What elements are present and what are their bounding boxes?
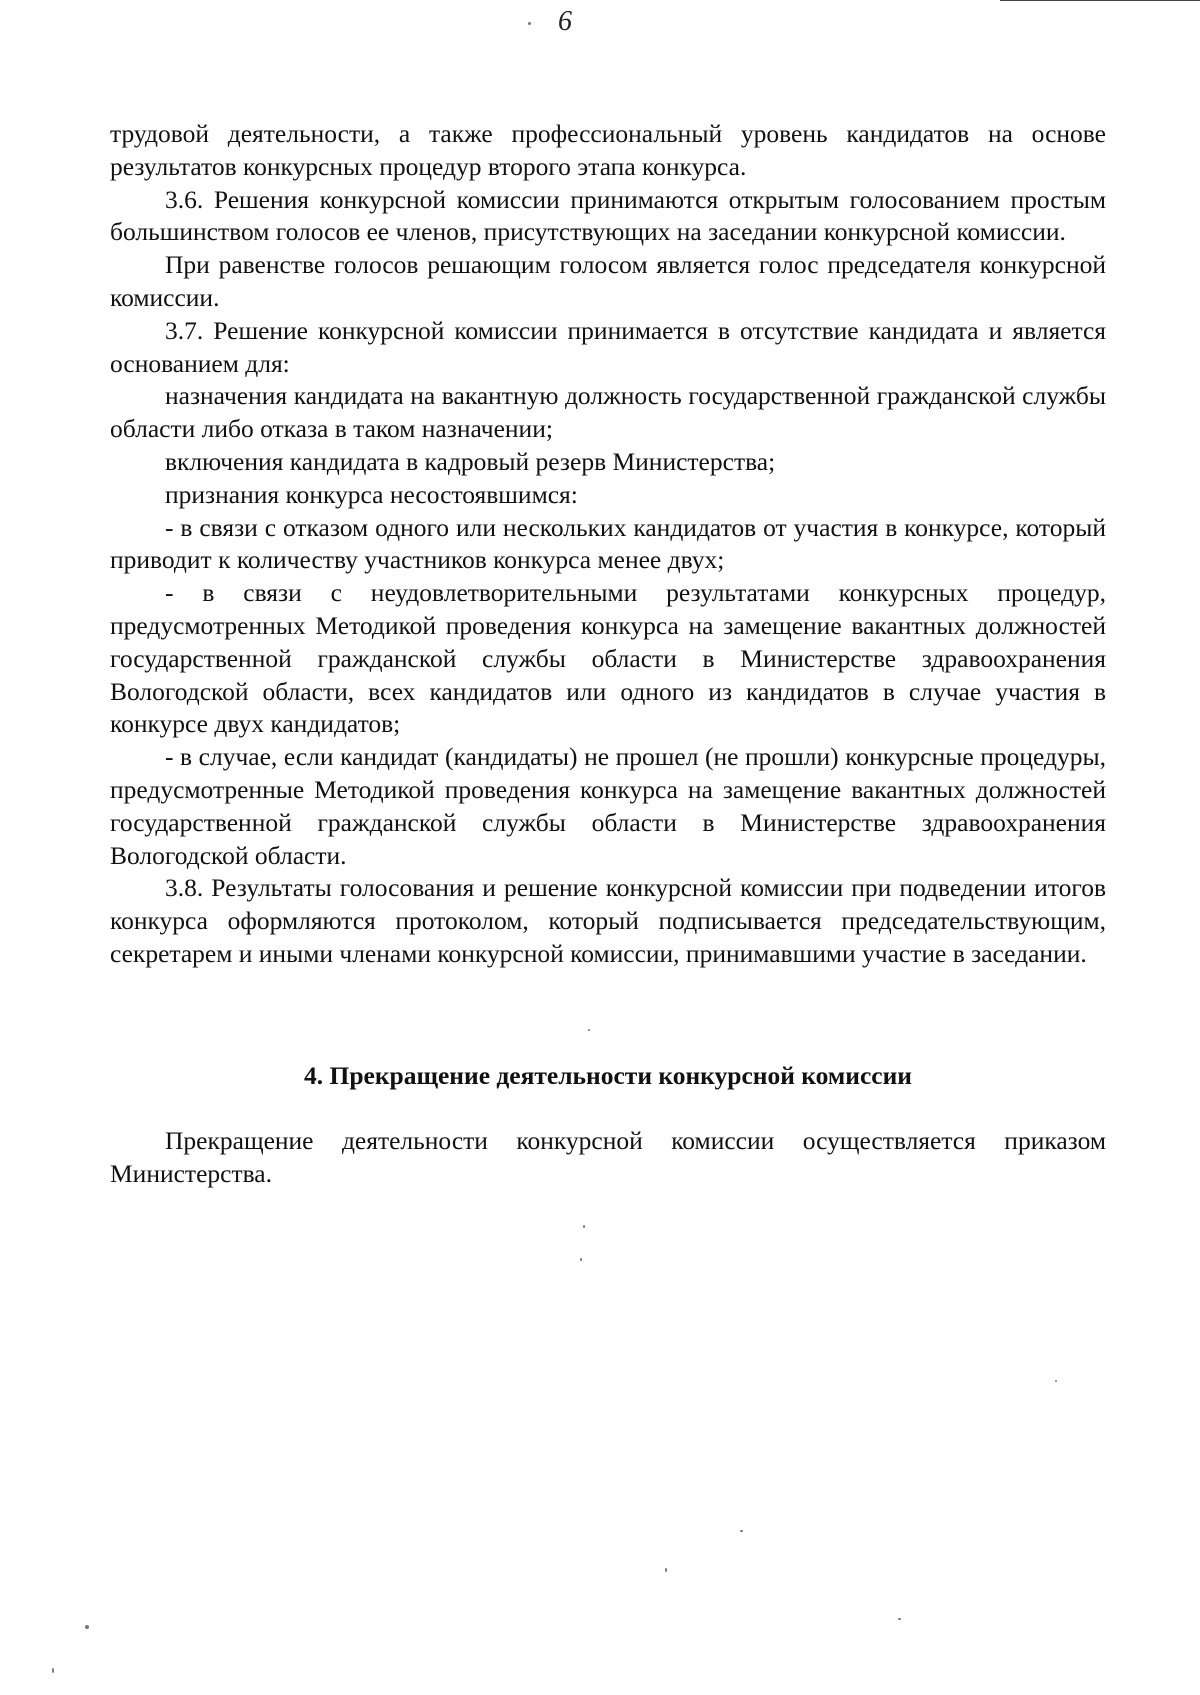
list-item-appointment: назначения кандидата на вакантную должность государственной гражданской службы области либо отказа в таком назначении; [110, 381, 1106, 444]
page-number: 6 [558, 6, 572, 37]
paragraph-3-6: 3.6. Решения конкурсной комиссии принимаются открытым голосованием простым большинством голосов ее членов, присутствующих на заседании конкурсной комиссии. [110, 184, 1106, 247]
paragraph-3-7: 3.7. Решение конкурсной комиссии принимается в отсутствие кандидата и является основанием для: [110, 315, 1106, 378]
section-heading: 4. Прекращение деятельности конкурсной комиссии [304, 1061, 912, 1090]
scan-speck [580, 1258, 582, 1261]
section-4-body [110, 1125, 1106, 1191]
list-item-refusal: - в связи с отказом одного или нескольких кандидатов от участия в конкурсе, который приводит к количеству участников конкурса менее двух; [110, 512, 1106, 575]
scan-speck [52, 1668, 54, 1673]
scan-speck [85, 1625, 89, 1629]
document-body [110, 118, 1106, 971]
scan-edge-line [1000, 0, 1200, 1]
list-item-reserve: включения кандидата в кадровый резерв Министерства; [165, 446, 776, 476]
paragraph-intro: трудовой деятельности, а также профессиональный уровень кандидатов на основе результатов конкурсных процедур второго этапа конкурса. [110, 119, 1106, 181]
scan-speck [588, 1029, 590, 1031]
paragraph-3-8: 3.8. Результаты голосования и решение конкурсной комиссии при подведении итогов конкурса оформляются протоколом, который подписывается председательствующим, секретарем и иными членами конкурсной комиссии, принимавшими участие в заседании. [110, 873, 1106, 968]
scan-speck [1055, 1380, 1057, 1382]
scan-speck [898, 1618, 901, 1620]
list-item-unsatisfactory: - в связи с неудовлетворительными результатами конкурсных процедур, предусмотренных Методикой проведения конкурса на замещение вакантных должностей государственной гражданской службы области в Министерстве здравоохранения Вологодской области, всех кандидатов или одного из кандидатов в случае участия в конкурсе двух кандидатов; [110, 578, 1106, 739]
paragraph-tie-vote: При равенстве голосов решающим голосом является голос председателя конкурсной комиссии. [110, 250, 1106, 312]
paragraph-termination: Прекращение деятельности конкурсной комиссии осуществляется приказом Министерства. [110, 1126, 1106, 1188]
scan-speck [665, 1568, 667, 1572]
scan-speck [740, 1530, 743, 1532]
scan-speck [528, 22, 531, 25]
list-item-not-passed: - в случае, если кандидат (кандидаты) не прошел (не прошли) конкурсные процедуры, предусмотренные Методикой проведения конкурса на замещение вакантных должностей государственной гражданской службы области в Министерстве здравоохранения Вологодской области. [110, 742, 1106, 870]
scan-speck [583, 1225, 585, 1228]
list-item-failed-contest: признания конкурса несостоявшимся: [165, 479, 578, 509]
